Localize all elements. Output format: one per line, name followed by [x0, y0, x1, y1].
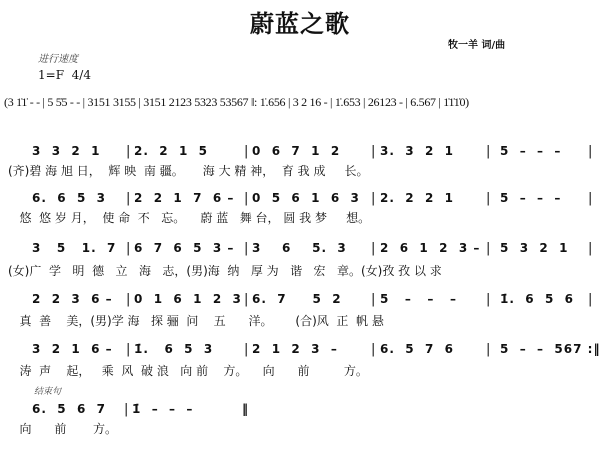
notation-row	[0, 241, 600, 261]
measure: 5 – – –	[500, 191, 562, 205]
measure: 5 3 2 1	[500, 241, 569, 255]
measure: 5 – – –	[380, 292, 457, 306]
measure: 6. 5 6 7	[32, 402, 107, 416]
barline: |	[588, 191, 593, 206]
barline: |	[486, 292, 491, 307]
measure: 1̇ – – –	[132, 402, 194, 416]
measure: 0 5 6 1 6 3	[252, 191, 360, 205]
intro-line: (3 1̇1̇ - - | 5 5̇5 - - | 3151 3155 | 3151 2123 5323 53567 ‖: 1̇.656 | 3 2 16 - | 1̇.653 | 26123 - | 6.567 | 1̇1̇1̇0)	[4, 95, 469, 109]
notation-row	[0, 191, 600, 211]
barline: |	[486, 342, 491, 357]
barline: |	[588, 241, 593, 256]
measure: 2. 2 1 5	[134, 144, 209, 158]
lyrics-line: 涛 声 起， 乘 风 破 浪 向 前 方。 向 前 方。	[8, 364, 368, 378]
lyrics-line: (齐)碧 海 旭 日， 辉 映 南 疆。 海 大 精 神， 育 我 成 长。	[8, 164, 369, 178]
barline: |	[126, 191, 131, 206]
barline: |	[244, 191, 249, 206]
lyrics-line: (女)广 学 明 德 立 海 志，(男)海 纳 厚 为 谐 宏 章。(女)孜 孜 以 求	[8, 264, 442, 278]
barline: |	[124, 402, 129, 417]
barline: |	[126, 342, 131, 357]
measure: 6. 5 7 6	[380, 342, 455, 356]
barline: |	[371, 241, 376, 256]
measure: 1̇. 6 5 3	[134, 342, 214, 356]
measure: 2 6 1 2 3 –	[380, 241, 481, 255]
lyrics-line: 悠 悠 岁 月， 使 命 不 忘。 蔚 蓝 舞 台， 圆 我 梦 想。	[8, 211, 371, 225]
barline: |	[486, 191, 491, 206]
barline: |	[371, 292, 376, 307]
measure: 0 6 7 1 2	[252, 144, 341, 158]
key-signature: 1=F 4/4	[38, 68, 91, 82]
barline: |	[126, 241, 131, 256]
barline: |	[588, 292, 593, 307]
ending-label: 结束句	[34, 387, 62, 397]
measure: 6 7 6 5 3 –	[134, 241, 235, 255]
measure: 5 – – –	[500, 144, 562, 158]
ending-row	[0, 402, 600, 422]
measure: 6. 6 5 3	[32, 191, 107, 205]
measure: 3. 3 2 1	[380, 144, 455, 158]
measure: 6. 7 5 2	[252, 292, 342, 306]
lyrics-line: 真 善 美，(男)学 海 探 骊 问 五 洋。 (合)风 正 帆 悬	[8, 314, 384, 328]
measure: 1̇. 6 5 6	[500, 292, 575, 306]
measure: 2 2 3 6 –	[32, 292, 113, 306]
barline: |	[126, 144, 131, 159]
barline: |	[486, 241, 491, 256]
barline: |	[244, 292, 249, 307]
measure: 3 5 1. 7	[32, 241, 117, 255]
measure: 5 – – 567 :‖	[500, 342, 600, 356]
barline: |	[244, 144, 249, 159]
measure: 3 2 1 6 –	[32, 342, 113, 356]
barline: |	[371, 342, 376, 357]
measure: 2 1 2 3 –	[252, 342, 338, 356]
barline: |	[244, 342, 249, 357]
author-credit: 牧一羊 词/曲	[448, 40, 506, 51]
song-title: 蔚蓝之歌	[250, 10, 350, 38]
barline: |	[486, 144, 491, 159]
measure: 3 3 2 1	[32, 144, 101, 158]
measure: 0 1 6 1 2 3	[134, 292, 242, 306]
measure: 2. 2 2 1	[380, 191, 455, 205]
notation-row	[0, 342, 600, 362]
notation-row	[0, 292, 600, 312]
barline: |	[244, 241, 249, 256]
notation-row	[0, 144, 600, 164]
barline: |	[371, 144, 376, 159]
barline: |	[371, 191, 376, 206]
barline: |	[588, 144, 593, 159]
final-barline: ‖	[242, 402, 249, 416]
barline: |	[126, 292, 131, 307]
ending-lyrics: 向 前 方。	[8, 422, 118, 436]
measure: 3 6 5. 3	[252, 241, 347, 255]
measure: 2 2 1 7 6 –	[134, 191, 235, 205]
tempo-marking: 进行速度	[38, 54, 78, 65]
